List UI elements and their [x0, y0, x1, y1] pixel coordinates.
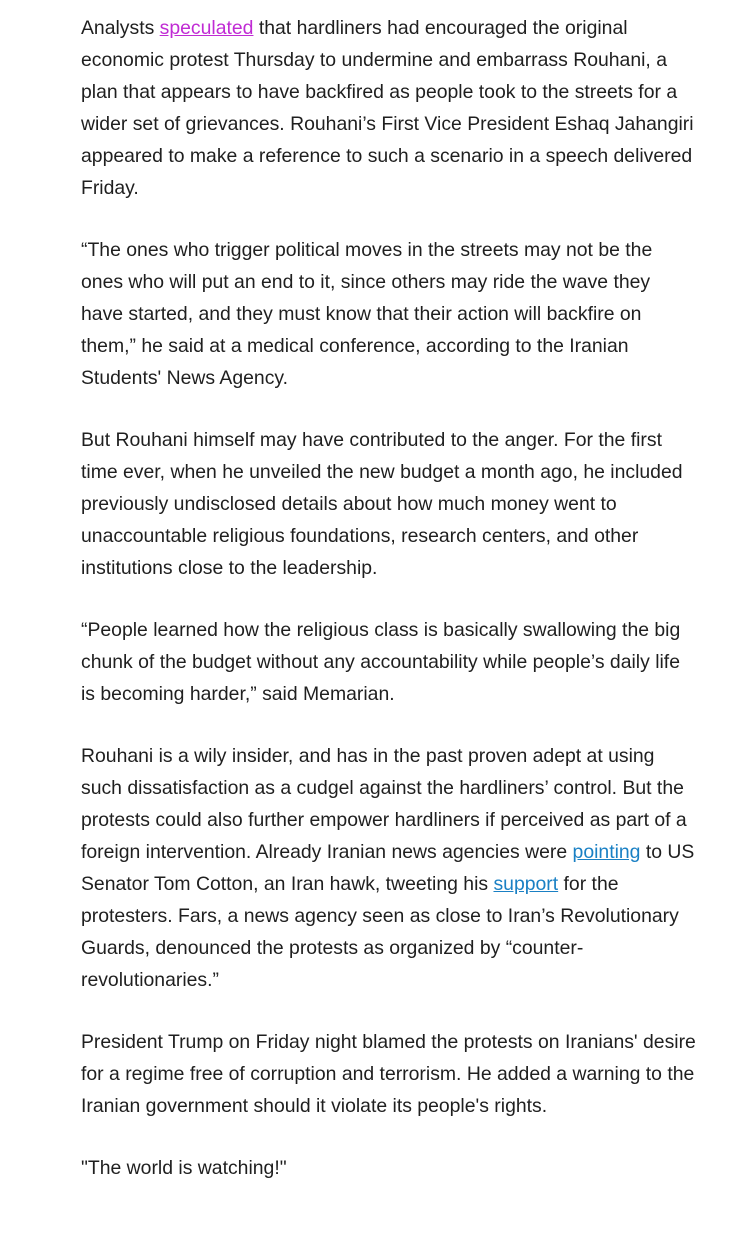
paragraph-1 — [81, 12, 696, 204]
paragraph-5-text-3: for the protesters. Fars, a news agency seen as close to Iran’s Revolutionary Guards, denounced the protests as organized by “counter-revolutionaries.” — [81, 873, 679, 991]
paragraph-5-text-1: Rouhani is a wily insider, and has in the past proven adept at using such dissatisfaction as a cudgel against the hardliners’ control. But the protests could also further empower hardliners if perceived as part of a foreign intervention. Already Iranian news agencies were — [81, 745, 687, 863]
speculated-link[interactable]: speculated — [159, 17, 254, 39]
paragraph-1-text-before: Analysts — [81, 17, 160, 39]
paragraph-1-text-after: that hardliners had encouraged the original economic protest Thursday to undermine and embarrass Rouhani, a plan that appears to have backfired as people took to the streets for a wider set of grievances. Rouhani’s First Vice President Eshaq Jahangiri appeared to make a reference to such a scenario in a speech delivered Friday. — [81, 17, 694, 199]
article-body — [81, 12, 696, 1214]
paragraph-5-text-2: to US Senator Tom Cotton, an Iran hawk, tweeting his — [81, 841, 695, 895]
pointing-link[interactable]: pointing — [572, 841, 641, 863]
paragraph-5 — [81, 740, 696, 996]
support-link[interactable]: support — [493, 873, 559, 895]
paragraph-7: "The world is watching!" — [81, 1157, 287, 1179]
paragraph-6: President Trump on Friday night blamed the protests on Iranians' desire for a regime free of corruption and terrorism. He added a warning to the Iranian government should it violate its people's rights. — [81, 1031, 696, 1117]
paragraph-3: But Rouhani himself may have contributed to the anger. For the first time ever, when he unveiled the new budget a month ago, he included previously undisclosed details about how much money went to unaccountable religious foundations, research centers, and other institutions close to the leadership. — [81, 429, 683, 579]
paragraph-4: “People learned how the religious class is basically swallowing the big chunk of the budget without any accountability while people’s daily life is becoming harder,” said Memarian. — [81, 619, 681, 705]
paragraph-2: “The ones who trigger political moves in the streets may not be the ones who will put an end to it, since others may ride the wave they have started, and they must know that their action will backfire on them,” he said at a medical conference, according to the Iranian Students' News Agency. — [81, 239, 653, 389]
